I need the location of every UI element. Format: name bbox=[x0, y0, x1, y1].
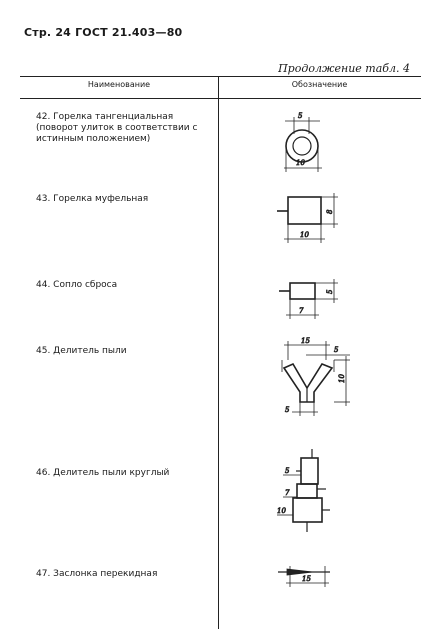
standard-code: ГОСТ 21.403—80 bbox=[75, 26, 183, 39]
table-continuation-caption: Продолжение табл. 4 bbox=[278, 62, 410, 75]
dim-45-outlet: 5 bbox=[285, 406, 290, 414]
dim-45-height: 10 bbox=[338, 374, 346, 383]
dim-46-middle: 7 bbox=[285, 489, 290, 497]
dim-42-width: 5 bbox=[298, 112, 303, 120]
discharge-nozzle-symbol bbox=[279, 279, 338, 319]
dim-44-height: 5 bbox=[326, 289, 334, 294]
dim-45-width: 15 bbox=[301, 337, 310, 345]
dim-46-bottom: 10 bbox=[277, 507, 286, 515]
dim-44-length: 7 bbox=[299, 307, 304, 315]
column-header-name: Наименование bbox=[87, 80, 151, 89]
row-label-42: 42. Горелка тангенциальная (поворот улиток в соответствии с истинным положением) bbox=[36, 112, 198, 144]
row-label-46: 46. Делитель пыли круглый bbox=[36, 468, 170, 478]
dim-42-length: 10 bbox=[296, 159, 305, 167]
dim-43-height: 8 bbox=[326, 209, 334, 214]
page-number: Стр. 24 bbox=[24, 26, 72, 39]
row-label-45: 45. Делитель пыли bbox=[36, 346, 127, 356]
row-label-47: 47. Заслонка перекидная bbox=[36, 569, 158, 579]
dim-47-length: 15 bbox=[302, 575, 311, 583]
dim-43-length: 10 bbox=[300, 231, 309, 239]
dim-45-inlet: 5 bbox=[334, 346, 339, 354]
dim-46-top: 5 bbox=[285, 467, 290, 475]
column-header-symbol: Обозначение bbox=[291, 80, 348, 89]
row-label-44: 44. Сопло сброса bbox=[36, 280, 118, 290]
row-label-43: 43. Горелка муфельная bbox=[36, 194, 149, 204]
